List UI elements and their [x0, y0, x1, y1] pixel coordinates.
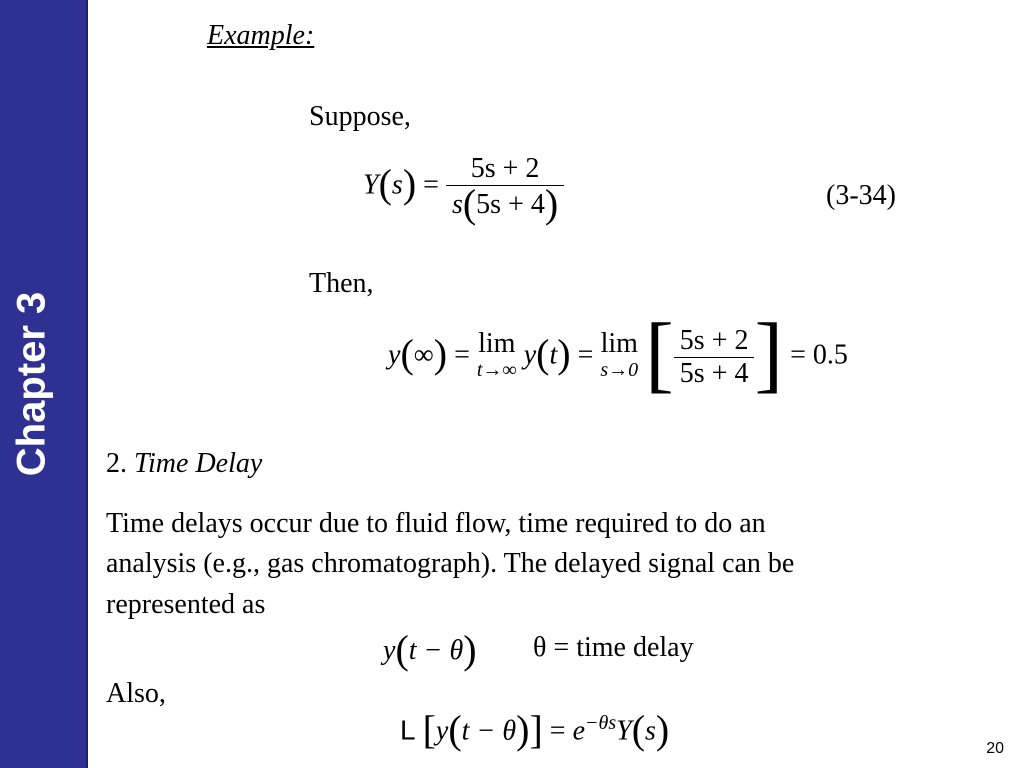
fv-equals-2: =	[577, 339, 594, 371]
fv-numerator: 5s + 2	[679, 324, 749, 356]
lap-Y-arg: s	[645, 715, 656, 747]
fv-y-var: y	[523, 339, 537, 371]
fv-result: 0.5	[812, 339, 848, 371]
eq-equals: =	[423, 169, 439, 201]
chapter-label: Chapter 3	[9, 291, 54, 477]
final-value-equation: y(∞) = lim t→∞ y(t) = lim s→0 [ $\frac{5s + 2}{5s + 4}$ ] = 0.5	[388, 305, 848, 401]
section-number: 2.	[106, 448, 127, 479]
sidebar-edge	[86, 0, 88, 768]
suppose-text: Suppose,	[309, 101, 411, 132]
fv-lhs-var: y	[388, 339, 401, 371]
fv-lhs-arg: ∞	[413, 339, 434, 371]
fv-equals-1: =	[454, 339, 470, 371]
lap-equals: =	[549, 715, 566, 747]
equation-3-34: Y(s) = $\frac{5s + 2}{s(5s + 4)}$	[363, 153, 564, 221]
limit-s-zero: lim s→0	[600, 328, 639, 381]
lap-exp-base: e	[572, 715, 585, 747]
chapter-sidebar	[0, 0, 86, 768]
equation-label: (3-34)	[826, 180, 896, 211]
eq-lhs-var: Y	[363, 169, 379, 201]
lap-exp-power: −θs	[585, 712, 617, 734]
fv-fraction	[674, 325, 755, 390]
delay-y-var: y	[383, 635, 396, 666]
section-heading	[106, 448, 262, 480]
fv-y-arg: t	[549, 339, 558, 371]
delay-definition: θ = time delay	[533, 632, 694, 663]
laplace-operator: L	[400, 714, 416, 746]
then-text: Then,	[309, 268, 374, 299]
left-bracket: [	[645, 305, 674, 401]
right-bracket: ]	[754, 305, 784, 401]
fv-denominator: 5s + 4	[674, 357, 755, 390]
section-title: Time Delay	[134, 448, 263, 479]
also-text: Also,	[106, 678, 166, 709]
eq-numerator: 5s + 2	[470, 153, 540, 184]
eq-fraction	[446, 153, 564, 226]
fv-equals-3: =	[790, 339, 806, 371]
lap-arg: t − θ	[461, 715, 517, 747]
delay-arg: t − θ	[408, 635, 464, 666]
delay-equation: y(t − θ)	[383, 627, 477, 672]
slide-title: Example:	[207, 20, 315, 51]
laplace-equation: L $[y(t - \theta)] = e^{-\theta s}Y(s)$	[400, 707, 670, 753]
lap-y-var: y	[435, 715, 449, 747]
lap-Y-var: Y	[616, 715, 632, 747]
paragraph-line-3: represented as	[106, 589, 266, 620]
eq-lhs-arg: s	[391, 169, 403, 201]
limit-t-infinity: lim t→∞	[476, 328, 517, 381]
paragraph-line-1: Time delays occur due to fluid flow, time required to do an	[106, 508, 766, 539]
eq-denominator: s(5s + 4)	[446, 185, 564, 221]
page-number: 20	[986, 740, 1004, 757]
paragraph-line-2: analysis (e.g., gas chromatograph). The delayed signal can be	[106, 548, 795, 579]
